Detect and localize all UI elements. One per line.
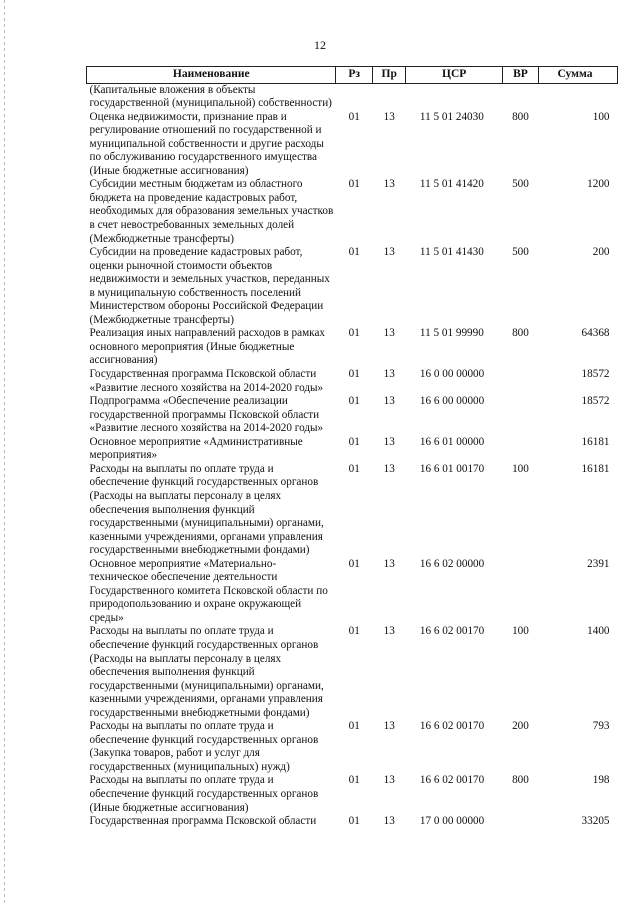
cell-rz: 01	[348, 720, 360, 733]
cell-csr: 11 5 01 41430	[419, 246, 484, 259]
cell-vr	[502, 83, 538, 111]
cell-csr: 11 5 01 41420	[419, 178, 484, 191]
cell-sum: 100	[592, 110, 610, 123]
cell-vr: 800	[512, 327, 529, 340]
header-name: Наименование	[87, 67, 336, 84]
cell-rz: 01	[348, 178, 360, 191]
cell-sum: 1400	[587, 625, 610, 638]
cell-sum: 64368	[581, 327, 610, 340]
cell-name: Расходы на выплаты по оплате труда и обеспечение функций государственных органов (Закупка товаров, работ и услуг для государственных (муниципальных) нужд)	[89, 720, 319, 773]
cell-csr: 17 0 00 00000	[419, 815, 485, 828]
cell-vr: 100	[512, 462, 529, 475]
cell-csr: 16 6 02 00000	[419, 557, 485, 570]
cell-name: Субсидии местным бюджетам из областного бюджета на проведение кадастровых работ, необходимых для образования земельных участков в счет невостребованных земельных долей (Межбюджетные трансферты)	[89, 178, 334, 245]
cell-pr: 13	[383, 327, 395, 340]
cell-pr: 13	[383, 720, 395, 733]
cell-csr: 16 6 01 00000	[419, 435, 485, 448]
cell-pr: 13	[383, 815, 395, 828]
cell-sum: 33205	[581, 815, 610, 828]
cell-sum	[539, 83, 618, 111]
cell-vr	[502, 815, 538, 829]
budget-table	[86, 66, 618, 829]
cell-sum: 16181	[581, 435, 610, 448]
cell-sum: 2391	[587, 557, 610, 570]
cell-pr: 13	[383, 246, 395, 259]
header-vr: ВР	[502, 67, 538, 84]
cell-sum: 16181	[581, 462, 610, 475]
cell-rz: 01	[348, 110, 360, 123]
scan-edge	[4, 0, 5, 905]
cell-csr	[406, 83, 503, 111]
cell-name: Оценка недвижимости, признание прав и регулирование отношений по государственной и муниципальной собственности и другие расходы по обслуживанию государственного имущества (Иные бюджетные ассигнования)	[89, 110, 324, 177]
cell-pr: 13	[383, 395, 395, 408]
cell-sum: 1200	[587, 178, 610, 191]
cell-csr: 11 5 01 99990	[419, 327, 484, 340]
cell-name: Основное мероприятие «Административные мероприятия»	[89, 435, 303, 462]
cell-vr: 100	[512, 625, 529, 638]
cell-rz	[336, 83, 373, 111]
cell-rz: 01	[348, 774, 360, 787]
cell-pr	[373, 83, 406, 111]
cell-rz: 01	[348, 435, 360, 448]
table-row	[87, 368, 618, 395]
cell-csr: 16 6 02 00170	[419, 720, 485, 733]
cell-name: Государственная программа Псковской области «Развитие лесного хозяйства на 2014-2020 годы»	[89, 368, 324, 394]
cell-vr	[502, 558, 538, 626]
cell-name: Основное мероприятие «Материально-техническое обеспечение деятельности Государственного комитета Псковской области по природопользованию и охране окружающей среды»	[89, 557, 328, 624]
table-row	[87, 395, 618, 436]
cell-csr: 16 0 00 00000	[419, 368, 485, 381]
table-row	[87, 327, 618, 368]
cell-rz: 01	[348, 395, 360, 408]
cell-vr: 500	[512, 178, 529, 191]
cell-name: Расходы на выплаты по оплате труда и обеспечение функций государственных органов (Расходы на выплаты персоналу в целях обеспечения выполнения функций государственными (муниципальными) органами, казенными учреждениями, органами управления государственными внебюджетными фондами)	[89, 625, 324, 719]
cell-pr: 13	[383, 557, 395, 570]
cell-vr	[502, 395, 538, 436]
cell-sum: 18572	[581, 368, 610, 381]
cell-rz: 01	[348, 557, 360, 570]
cell-sum: 200	[592, 246, 610, 259]
cell-rz: 01	[348, 246, 360, 259]
header-sum: Сумма	[539, 67, 618, 84]
header-row	[87, 67, 618, 84]
cell-sum: 793	[592, 720, 610, 733]
table-row	[87, 815, 618, 829]
table-row	[87, 246, 618, 327]
cell-name: Подпрограмма «Обеспечение реализации государственной программы Псковской области «Развитие лесного хозяйства на 2014-2020 годы»	[89, 395, 324, 435]
cell-name: Реализация иных направлений расходов в рамках основного мероприятия (Иные бюджетные ассигнования)	[89, 327, 326, 367]
table-row	[87, 111, 618, 179]
header-rz: Рз	[336, 67, 373, 84]
table-row	[87, 774, 618, 815]
cell-csr: 16 6 02 00170	[419, 774, 485, 787]
cell-name: Государственная программа Псковской области	[89, 815, 317, 828]
cell-vr: 200	[512, 720, 529, 733]
cell-vr	[502, 436, 538, 463]
cell-pr: 13	[383, 368, 395, 381]
header-pr: Пр	[373, 67, 406, 84]
cell-csr: 11 5 01 24030	[419, 110, 484, 123]
table-header	[87, 67, 618, 84]
table-row	[87, 436, 618, 463]
cell-csr: 16 6 00 00000	[419, 395, 485, 408]
cell-pr: 13	[383, 435, 395, 448]
cell-vr	[502, 368, 538, 395]
table-row	[87, 463, 618, 558]
cell-vr: 800	[512, 774, 529, 787]
table-row	[87, 83, 618, 111]
header-csr: ЦСР	[406, 67, 503, 84]
cell-pr: 13	[383, 462, 395, 475]
cell-name: (Капитальные вложения в объекты государственной (муниципальной) собственности)	[89, 83, 332, 110]
cell-sum: 198	[592, 774, 610, 787]
table-row	[87, 178, 618, 246]
cell-name: Расходы на выплаты по оплате труда и обеспечение функций государственных органов (Иные бюджетные ассигнования)	[89, 774, 319, 814]
table-row	[87, 558, 618, 626]
cell-pr: 13	[383, 110, 395, 123]
page-number: 12	[314, 38, 326, 52]
cell-vr: 500	[512, 246, 529, 259]
cell-sum: 18572	[581, 395, 610, 408]
cell-name: Субсидии на проведение кадастровых работ, оценки рыночной стоимости объектов недвижимости и земельных участков, переданных в муниципальную собственность поселений Министерством обороны Российской Федерации (Межбюджетные трансферты)	[89, 246, 330, 326]
cell-csr: 16 6 02 00170	[419, 625, 485, 638]
cell-pr: 13	[383, 774, 395, 787]
table-body	[87, 83, 618, 829]
cell-vr: 800	[512, 110, 529, 123]
cell-rz: 01	[348, 625, 360, 638]
cell-pr: 13	[383, 178, 395, 191]
cell-rz: 01	[348, 462, 360, 475]
cell-pr: 13	[383, 625, 395, 638]
cell-name: Расходы на выплаты по оплате труда и обеспечение функций государственных органов (Расходы на выплаты персоналу в целях обеспечения выполнения функций государственными (муниципальными) органами, казенными учреждениями, органами управления государственными внебюджетными фондами)	[89, 462, 324, 557]
cell-csr: 16 6 01 00170	[419, 462, 485, 475]
table-row	[87, 720, 618, 774]
cell-rz: 01	[348, 815, 360, 828]
cell-rz: 01	[348, 368, 360, 381]
table-row	[87, 625, 618, 720]
cell-rz: 01	[348, 327, 360, 340]
